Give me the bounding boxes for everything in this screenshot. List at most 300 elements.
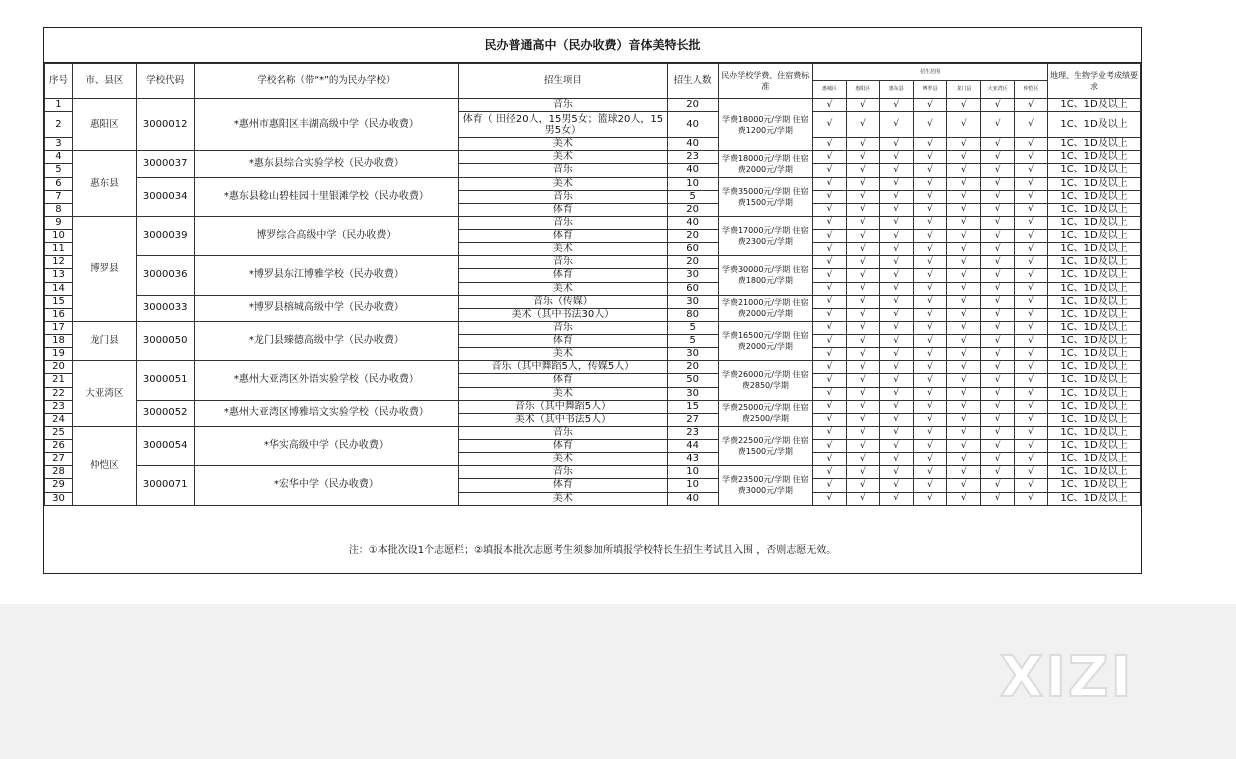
requirement-cell: 1C、1D及以上: [1048, 190, 1141, 203]
region-check-mark: √: [1015, 99, 1048, 112]
count-cell: 20: [667, 203, 718, 216]
region-check-mark: √: [947, 440, 981, 453]
fee-cell: 学费16500元/学期 住宿费2000元/学期: [718, 321, 812, 360]
count-cell: 40: [667, 216, 718, 229]
header-school: 学校名称（带“*”的为民办学校）: [194, 64, 459, 99]
count-cell: 23: [667, 426, 718, 439]
requirement-cell: 1C、1D及以上: [1048, 440, 1141, 453]
region-check-mark: √: [1015, 216, 1048, 229]
fee-cell: 学费35000元/学期 住宿费1500元/学期: [718, 177, 812, 216]
region-check-mark: √: [981, 99, 1015, 112]
region-check-mark: √: [813, 190, 847, 203]
row-seq: 15: [45, 295, 73, 308]
region-check-mark: √: [846, 308, 879, 321]
school-name: *博罗县东江博雅学校（民办收费）: [194, 256, 459, 295]
header-project: 招生项目: [459, 64, 668, 99]
project-cell: 美术: [459, 492, 668, 505]
region-check-mark: √: [813, 203, 847, 216]
admission-table-sheet: [43, 27, 1142, 574]
row-seq: 11: [45, 243, 73, 256]
region-check-mark: √: [981, 479, 1015, 492]
region-check-mark: √: [846, 203, 879, 216]
region-check-mark: √: [913, 374, 947, 387]
table-row: [45, 361, 1141, 374]
region-check-mark: √: [879, 400, 913, 413]
region-check-mark: √: [846, 216, 879, 229]
region-check-mark: √: [913, 138, 947, 151]
region-check-mark: √: [813, 453, 847, 466]
region-check-mark: √: [879, 216, 913, 229]
region-check-mark: √: [1015, 138, 1048, 151]
count-cell: 5: [667, 321, 718, 334]
region-check-mark: √: [813, 361, 847, 374]
project-cell: 体育: [459, 335, 668, 348]
count-cell: 10: [667, 466, 718, 479]
region-check-mark: √: [981, 400, 1015, 413]
count-cell: 30: [667, 269, 718, 282]
region-check-mark: √: [879, 453, 913, 466]
region-check-mark: √: [813, 164, 847, 177]
region-check-mark: √: [846, 479, 879, 492]
region-check-mark: √: [846, 177, 879, 190]
region-check-mark: √: [981, 164, 1015, 177]
project-cell: 美术: [459, 387, 668, 400]
count-cell: 30: [667, 348, 718, 361]
table-row: [45, 466, 1141, 479]
region-check-mark: √: [947, 164, 981, 177]
project-cell: 音乐: [459, 99, 668, 112]
row-seq: 26: [45, 440, 73, 453]
row-seq: 12: [45, 256, 73, 269]
requirement-cell: 1C、1D及以上: [1048, 426, 1141, 439]
requirement-cell: 1C、1D及以上: [1048, 308, 1141, 321]
region-check-mark: √: [813, 426, 847, 439]
school-name: *惠东县稔山碧桂园十里银滩学校（民办收费）: [194, 177, 459, 216]
school-code: 3000050: [136, 321, 194, 360]
project-cell: 美术（其中书法5人）: [459, 413, 668, 426]
region-check-mark: √: [813, 466, 847, 479]
region-check-mark: √: [913, 203, 947, 216]
region-check-mark: √: [947, 387, 981, 400]
region-check-mark: √: [1015, 335, 1048, 348]
region-check-mark: √: [879, 348, 913, 361]
region-check-mark: √: [1015, 269, 1048, 282]
requirement-cell: 1C、1D及以上: [1048, 216, 1141, 229]
region-check-mark: √: [947, 138, 981, 151]
region-check-mark: √: [981, 492, 1015, 505]
project-cell: 音乐: [459, 164, 668, 177]
region-check-mark: √: [913, 335, 947, 348]
region-check-mark: √: [947, 413, 981, 426]
region-check-mark: √: [947, 361, 981, 374]
school-name: *惠州市惠阳区丰湖高级中学（民办收费）: [194, 99, 459, 151]
count-cell: 10: [667, 177, 718, 190]
region-check-mark: √: [1015, 453, 1048, 466]
project-cell: 美术（其中书法30人）: [459, 308, 668, 321]
school-name: *惠州大亚湾区博雅培文实验学校（民办收费）: [194, 400, 459, 426]
region-check-mark: √: [947, 374, 981, 387]
region-check-mark: √: [1015, 426, 1048, 439]
requirement-cell: 1C、1D及以上: [1048, 348, 1141, 361]
count-cell: 40: [667, 164, 718, 177]
region-check-mark: √: [947, 492, 981, 505]
region-check-mark: √: [981, 466, 1015, 479]
region-check-mark: √: [981, 269, 1015, 282]
row-seq: 22: [45, 387, 73, 400]
header-district: 市、县区: [72, 64, 136, 99]
region-check-mark: √: [879, 479, 913, 492]
project-cell: 音乐（传媒）: [459, 295, 668, 308]
region-check-mark: √: [947, 348, 981, 361]
region-check-mark: √: [846, 492, 879, 505]
region-check-mark: √: [981, 374, 1015, 387]
region-check-mark: √: [1015, 190, 1048, 203]
school-name: 博罗综合高级中学（民办收费）: [194, 216, 459, 255]
region-check-mark: √: [846, 99, 879, 112]
requirement-cell: 1C、1D及以上: [1048, 387, 1141, 400]
region-check-mark: √: [813, 151, 847, 164]
region-check-mark: √: [879, 177, 913, 190]
row-seq: 23: [45, 400, 73, 413]
count-cell: 30: [667, 387, 718, 400]
region-check-mark: √: [1015, 295, 1048, 308]
school-code: 3000039: [136, 216, 194, 255]
project-cell: 美术: [459, 243, 668, 256]
region-check-mark: √: [981, 177, 1015, 190]
region-check-mark: √: [1015, 177, 1048, 190]
district-cell: 博罗县: [72, 216, 136, 321]
region-check-mark: √: [813, 177, 847, 190]
project-cell: 音乐: [459, 321, 668, 334]
region-check-mark: √: [813, 400, 847, 413]
region-check-mark: √: [846, 466, 879, 479]
region-check-mark: √: [947, 99, 981, 112]
region-check-mark: √: [1015, 361, 1048, 374]
header-requirement: 地理、生物学业考成绩要求: [1048, 64, 1141, 99]
region-check-mark: √: [813, 308, 847, 321]
region-check-mark: √: [879, 387, 913, 400]
requirement-cell: 1C、1D及以上: [1048, 321, 1141, 334]
region-check-mark: √: [913, 321, 947, 334]
region-check-mark: √: [879, 413, 913, 426]
count-cell: 15: [667, 400, 718, 413]
region-check-mark: √: [981, 216, 1015, 229]
region-check-mark: √: [813, 282, 847, 295]
project-cell: 美术: [459, 177, 668, 190]
table-row: [45, 216, 1141, 229]
region-check-mark: √: [947, 203, 981, 216]
project-cell: 美术: [459, 348, 668, 361]
row-seq: 5: [45, 164, 73, 177]
region-check-mark: √: [813, 387, 847, 400]
region-check-mark: √: [813, 335, 847, 348]
count-cell: 23: [667, 151, 718, 164]
region-check-mark: √: [846, 138, 879, 151]
school-name: *宏华中学（民办收费）: [194, 466, 459, 505]
region-check-mark: √: [913, 282, 947, 295]
fee-cell: 学费21000元/学期 住宿费2000元/学期: [718, 295, 812, 321]
project-cell: 音乐: [459, 256, 668, 269]
region-check-mark: √: [846, 243, 879, 256]
project-cell: 美术: [459, 282, 668, 295]
header-region-group: 招生范围: [813, 64, 1048, 81]
region-check-mark: √: [846, 348, 879, 361]
region-check-mark: √: [947, 112, 981, 138]
requirement-cell: 1C、1D及以上: [1048, 230, 1141, 243]
project-cell: 音乐: [459, 466, 668, 479]
count-cell: 40: [667, 492, 718, 505]
requirement-cell: 1C、1D及以上: [1048, 466, 1141, 479]
row-seq: 1: [45, 99, 73, 112]
district-cell: 惠阳区: [72, 99, 136, 151]
region-check-mark: √: [913, 216, 947, 229]
project-cell: 体育: [459, 440, 668, 453]
region-check-mark: √: [913, 295, 947, 308]
region-check-mark: √: [813, 492, 847, 505]
table-row: [45, 400, 1141, 413]
row-seq: 20: [45, 361, 73, 374]
header-seq: 序号: [45, 64, 73, 99]
requirement-cell: 1C、1D及以上: [1048, 99, 1141, 112]
row-seq: 25: [45, 426, 73, 439]
admission-table: [44, 63, 1141, 506]
table-row: [45, 426, 1141, 439]
requirement-cell: 1C、1D及以上: [1048, 479, 1141, 492]
region-check-mark: √: [813, 256, 847, 269]
requirement-cell: 1C、1D及以上: [1048, 243, 1141, 256]
count-cell: 60: [667, 282, 718, 295]
region-check-mark: √: [813, 230, 847, 243]
count-cell: 50: [667, 374, 718, 387]
requirement-cell: 1C、1D及以上: [1048, 282, 1141, 295]
row-seq: 27: [45, 453, 73, 466]
table-row: [45, 295, 1141, 308]
project-cell: 体育（ 田径20人，15男5女；篮球20人，15男5女）: [459, 112, 668, 138]
region-check-mark: √: [913, 387, 947, 400]
region-check-mark: √: [1015, 321, 1048, 334]
requirement-cell: 1C、1D及以上: [1048, 112, 1141, 138]
region-check-mark: √: [879, 374, 913, 387]
region-check-mark: √: [913, 479, 947, 492]
region-check-mark: √: [1015, 151, 1048, 164]
table-row: [45, 151, 1141, 164]
count-cell: 40: [667, 112, 718, 138]
region-check-mark: √: [981, 308, 1015, 321]
region-check-mark: √: [813, 479, 847, 492]
header-region: 博罗县: [913, 81, 947, 99]
row-seq: 2: [45, 112, 73, 138]
region-check-mark: √: [846, 387, 879, 400]
region-check-mark: √: [913, 308, 947, 321]
region-check-mark: √: [913, 99, 947, 112]
count-cell: 20: [667, 99, 718, 112]
region-check-mark: √: [947, 295, 981, 308]
project-cell: 音乐: [459, 216, 668, 229]
count-cell: 43: [667, 453, 718, 466]
header-region: 大亚湾区: [981, 81, 1015, 99]
project-cell: 体育: [459, 269, 668, 282]
region-check-mark: √: [913, 361, 947, 374]
region-check-mark: √: [981, 256, 1015, 269]
region-check-mark: √: [813, 112, 847, 138]
region-check-mark: √: [846, 230, 879, 243]
header-code: 学校代码: [136, 64, 194, 99]
table-row: [45, 256, 1141, 269]
region-check-mark: √: [913, 453, 947, 466]
region-check-mark: √: [1015, 112, 1048, 138]
region-check-mark: √: [846, 256, 879, 269]
header-region: 惠东县: [879, 81, 913, 99]
region-check-mark: √: [879, 230, 913, 243]
region-check-mark: √: [846, 295, 879, 308]
project-cell: 美术: [459, 138, 668, 151]
region-check-mark: √: [947, 400, 981, 413]
header-region: 仲恺区: [1015, 81, 1048, 99]
school-code: 3000033: [136, 295, 194, 321]
table-row: [45, 99, 1141, 112]
region-check-mark: √: [947, 308, 981, 321]
region-check-mark: √: [879, 269, 913, 282]
region-check-mark: √: [947, 321, 981, 334]
requirement-cell: 1C、1D及以上: [1048, 164, 1141, 177]
region-check-mark: √: [879, 295, 913, 308]
region-check-mark: √: [981, 321, 1015, 334]
region-check-mark: √: [813, 348, 847, 361]
count-cell: 40: [667, 138, 718, 151]
row-seq: 6: [45, 177, 73, 190]
region-check-mark: √: [846, 453, 879, 466]
region-check-mark: √: [846, 413, 879, 426]
district-cell: 大亚湾区: [72, 361, 136, 427]
watermark-logo: XIZI: [1000, 645, 1134, 710]
school-code: 3000034: [136, 177, 194, 216]
fee-cell: 学费25000元/学期 住宿费2500/学期: [718, 400, 812, 426]
project-cell: 美术: [459, 151, 668, 164]
region-check-mark: √: [846, 282, 879, 295]
region-check-mark: √: [1015, 413, 1048, 426]
region-check-mark: √: [846, 269, 879, 282]
header-region: 龙门县: [947, 81, 981, 99]
footnote: 注：①本批次设1个志愿栏；②填报本批次志愿考生须参加所填报学校特长生招生考试且入围 ，否则志愿无效。: [348, 545, 837, 556]
count-cell: 27: [667, 413, 718, 426]
region-check-mark: √: [1015, 308, 1048, 321]
count-cell: 80: [667, 308, 718, 321]
row-seq: 16: [45, 308, 73, 321]
region-check-mark: √: [879, 440, 913, 453]
region-check-mark: √: [947, 466, 981, 479]
school-name: *惠东县综合实验学校（民办收费）: [194, 151, 459, 177]
region-check-mark: √: [981, 335, 1015, 348]
region-check-mark: √: [1015, 479, 1048, 492]
region-check-mark: √: [846, 400, 879, 413]
row-seq: 13: [45, 269, 73, 282]
region-check-mark: √: [913, 466, 947, 479]
region-check-mark: √: [1015, 348, 1048, 361]
region-check-mark: √: [981, 282, 1015, 295]
region-check-mark: √: [1015, 374, 1048, 387]
region-check-mark: √: [1015, 466, 1048, 479]
region-check-mark: √: [813, 440, 847, 453]
region-check-mark: √: [879, 99, 913, 112]
requirement-cell: 1C、1D及以上: [1048, 374, 1141, 387]
count-cell: 10: [667, 479, 718, 492]
region-check-mark: √: [1015, 400, 1048, 413]
region-check-mark: √: [813, 216, 847, 229]
row-seq: 19: [45, 348, 73, 361]
project-cell: 音乐（其中舞蹈5人）: [459, 400, 668, 413]
region-check-mark: √: [947, 151, 981, 164]
region-check-mark: √: [813, 99, 847, 112]
region-check-mark: √: [879, 151, 913, 164]
project-cell: 体育: [459, 374, 668, 387]
region-check-mark: √: [879, 361, 913, 374]
region-check-mark: √: [913, 440, 947, 453]
region-check-mark: √: [1015, 230, 1048, 243]
fee-cell: 学费26000元/学期 住宿费2850/学期: [718, 361, 812, 400]
school-code: 3000054: [136, 426, 194, 465]
row-seq: 7: [45, 190, 73, 203]
row-seq: 18: [45, 335, 73, 348]
region-check-mark: √: [1015, 256, 1048, 269]
table-row: [45, 321, 1141, 334]
region-check-mark: √: [947, 216, 981, 229]
region-check-mark: √: [981, 361, 1015, 374]
region-check-mark: √: [981, 190, 1015, 203]
region-check-mark: √: [981, 230, 1015, 243]
region-check-mark: √: [813, 374, 847, 387]
header-region: 惠阳区: [846, 81, 879, 99]
header-fee: 民办学校学费、住宿费标准: [718, 64, 812, 99]
region-check-mark: √: [879, 282, 913, 295]
row-seq: 3: [45, 138, 73, 151]
row-seq: 10: [45, 230, 73, 243]
requirement-cell: 1C、1D及以上: [1048, 203, 1141, 216]
requirement-cell: 1C、1D及以上: [1048, 295, 1141, 308]
region-check-mark: √: [981, 112, 1015, 138]
requirement-cell: 1C、1D及以上: [1048, 269, 1141, 282]
region-check-mark: √: [913, 243, 947, 256]
school-name: *龙门县臻德高级中学（民办收费）: [194, 321, 459, 360]
requirement-cell: 1C、1D及以上: [1048, 256, 1141, 269]
requirement-cell: 1C、1D及以上: [1048, 413, 1141, 426]
district-cell: 惠东县: [72, 151, 136, 217]
requirement-cell: 1C、1D及以上: [1048, 453, 1141, 466]
region-check-mark: √: [813, 269, 847, 282]
region-check-mark: √: [879, 321, 913, 334]
region-check-mark: √: [846, 374, 879, 387]
table-title: 民办普通高中（民办收费）音体美特长批: [44, 28, 1141, 63]
region-check-mark: √: [981, 151, 1015, 164]
table-row: [45, 177, 1141, 190]
row-seq: 9: [45, 216, 73, 229]
region-check-mark: √: [981, 440, 1015, 453]
fee-cell: 学费18000元/学期 住宿费1200元/学期: [718, 99, 812, 151]
region-check-mark: √: [947, 256, 981, 269]
school-name: *华实高级中学（民办收费）: [194, 426, 459, 465]
count-cell: 20: [667, 361, 718, 374]
school-code: 3000051: [136, 361, 194, 400]
region-check-mark: √: [879, 308, 913, 321]
region-check-mark: √: [947, 453, 981, 466]
region-check-mark: √: [879, 426, 913, 439]
region-check-mark: √: [913, 413, 947, 426]
region-check-mark: √: [981, 426, 1015, 439]
region-check-mark: √: [913, 177, 947, 190]
region-check-mark: √: [879, 203, 913, 216]
count-cell: 20: [667, 230, 718, 243]
district-cell: 仲恺区: [72, 426, 136, 505]
region-check-mark: √: [981, 138, 1015, 151]
